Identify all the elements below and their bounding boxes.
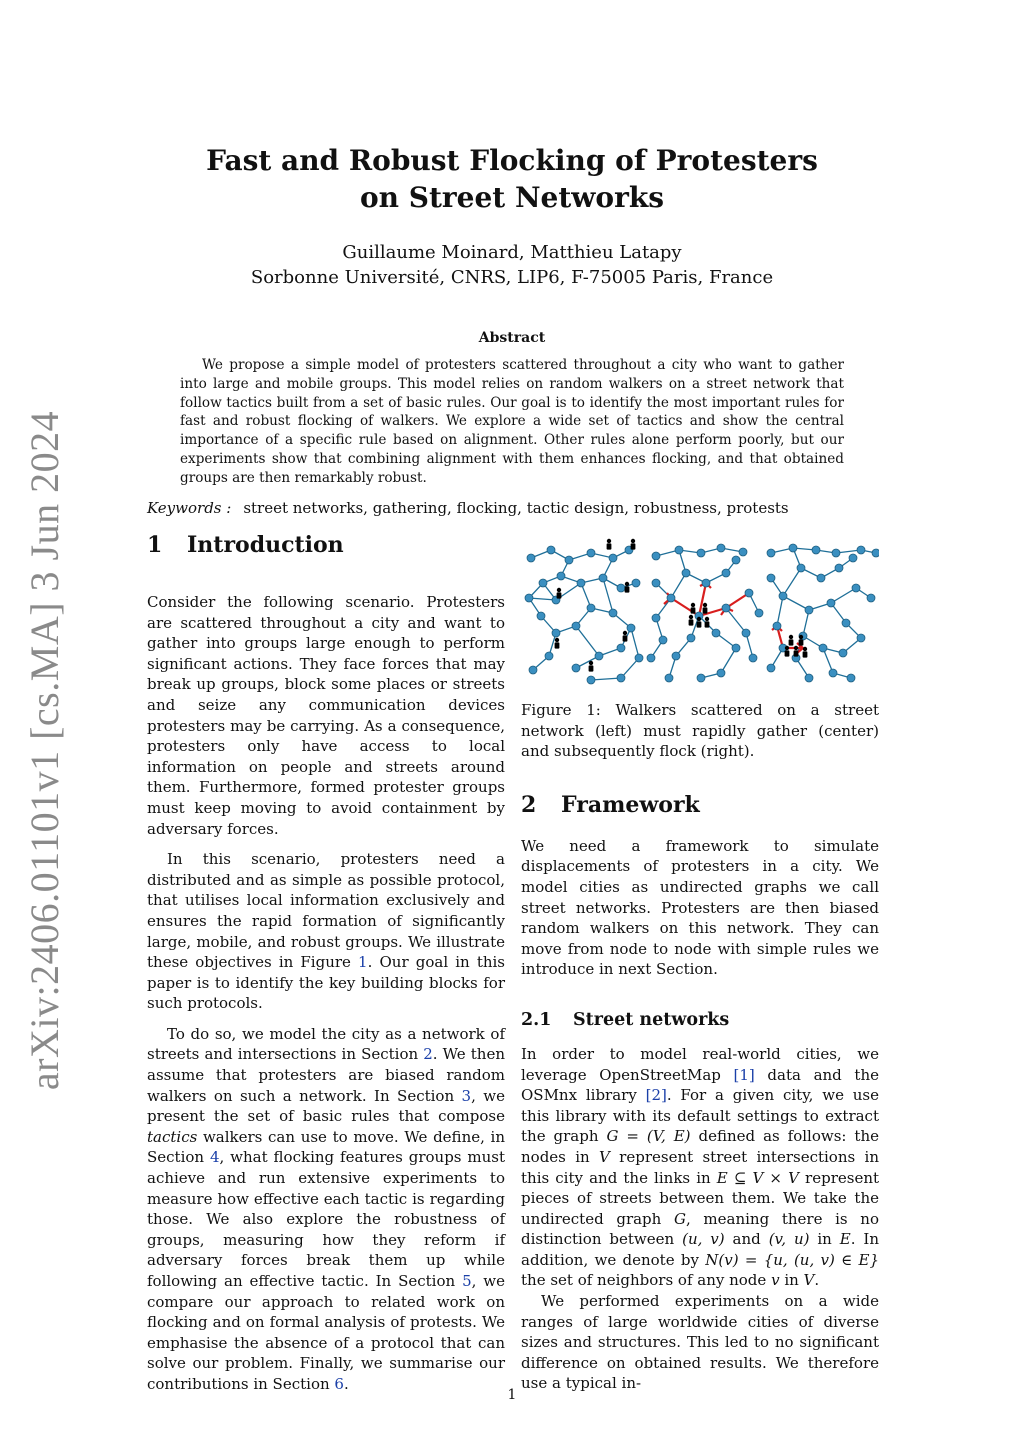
page-number: 1 xyxy=(507,1387,517,1403)
section-ref-link[interactable]: 6 xyxy=(334,1374,344,1393)
intro-paragraph-2: In this scenario, protesters need a distributed and as simple as possible protocol, that utilises local information exclusively and ensures the rapid formation of significantly large, mobile, and robust groups. We illustrate these objectives in Figure 1. Our goal in this paper is to identify the key building blocks for such protocols. xyxy=(147,850,505,1013)
affiliation: Sorbonne Université, CNRS, LIP6, F-75005 Paris, France xyxy=(250,267,774,288)
keywords-label: Keywords : xyxy=(147,499,232,517)
street-paragraph-2: We performed experiments on a wide ranges of large worldwide cities of diverse sizes and structures. This led to no significant difference on obtained results. We therefore use a typical in- xyxy=(521,1292,879,1393)
abstract-text: We propose a simple model of protesters scattered throughout a city who want to gather into large and mobile groups. This model relies on random walkers on a street network that follow tactics built from a set of basic rules. Our goal is to identify the most important rules for fast and robust flocking of walkers. We explore a wide set of tactics and show the central importance of a specific rule based on alignment. Other rules alone perform poorly, but our experiments show that combining alignment with them enhances flocking, and that obtained groups are then remarkably robust. xyxy=(180,357,844,486)
arxiv-stamp xyxy=(10,410,80,1090)
figure-caption: Figure 1: Walkers scattered on a street network (left) must rapidly gather (center) and subsequently flock (right). xyxy=(521,701,879,761)
subsection-heading-street-networks xyxy=(521,1008,879,1032)
section-ref-link[interactable]: 2 xyxy=(423,1045,433,1064)
subsection-title: Street networks xyxy=(573,1009,730,1030)
section-ref-link[interactable]: 3 xyxy=(461,1086,472,1105)
citation-link[interactable]: [2] xyxy=(645,1086,667,1105)
intro-paragraph-3: To do so, we model the city as a network of streets and intersections in Section 2. We then assume that protesters are biased random walkers on such a network. In Section 3, we present the set of basic rules that compose tactics walkers can use to move. We define, in Section 4, what flocking features groups must achieve and run extensive experiments to measure how effective each tactic is regarding those. We also explore the robustness of groups, measuring how they reform if adversary forces break them up while following an effective tactic. In Section 5, we compare our approach to related work on flocking and on formal analysis of protests. We emphasise the absence of a protocol that can solve our problem. Finally, we summarise our contributions in Section 6. xyxy=(147,1024,505,1393)
subsection-number: 2.1 xyxy=(521,1009,552,1030)
section-title: Introduction xyxy=(187,532,344,558)
figure-1-street-networks xyxy=(521,538,879,688)
section-number: 2 xyxy=(521,791,537,818)
right-column xyxy=(521,538,879,1404)
section-heading-introduction xyxy=(147,530,505,560)
framework-paragraph: We need a framework to simulate displacements of protesters in a city. We model cities as undirected graphs we call street networks. Protesters are then biased random walkers on this network. They can move from node to node with simple rules we introduce in next Section. xyxy=(521,836,879,979)
section-title: Framework xyxy=(561,791,700,818)
paper-title xyxy=(150,142,874,216)
section-ref-link[interactable]: 4 xyxy=(209,1148,220,1167)
abstract-heading: Abstract xyxy=(478,330,546,346)
street-paragraph-1: In order to model real-world cities, we leverage OpenStreetMap [1] data and the OSMnx library [2]. For a given city, we use this library with its default settings to extract the graph G = (V, E) defined as follows: the nodes in V represent street intersections in this city and the links in E ⊆ V × V represent pieces of streets between them. We take the undirected graph G, meaning there is no distinction between (u, v) and (v, u) in E. In addition, we denote by N(v) = {u, (u, v) ∈ E} the set of neighbors of any node v in V. xyxy=(521,1044,880,1290)
authors: Guillaume Moinard, Matthieu Latapy xyxy=(342,242,682,263)
title-line-1: Fast and Robust Flocking of Protesters xyxy=(206,144,818,177)
section-heading-framework xyxy=(521,790,879,820)
author-block xyxy=(150,240,874,290)
section-number: 1 xyxy=(147,532,163,558)
citation-link[interactable]: [1] xyxy=(733,1065,755,1084)
arxiv-stamp-text: arXiv:2406.01101v1 [cs.MA] 3 Jun 2024 xyxy=(22,410,68,1090)
intro-paragraph-1: Consider the following scenario. Protesters are scattered throughout a city and want to gather into groups large enough to perform significant actions. They face forces that may break up groups, block some places or streets and seize any communication devices protesters may be carrying. As a consequence, protesters only have access to local information on people and streets around them. Furthermore, formed protester groups must keep moving to avoid containment by adversary forces. xyxy=(147,593,505,838)
title-line-2: on Street Networks xyxy=(359,181,665,214)
left-column xyxy=(147,530,505,1405)
figure-ref-link[interactable]: 1 xyxy=(358,953,368,972)
network-right-nodes xyxy=(767,544,879,682)
network-right xyxy=(771,548,876,678)
network-left xyxy=(529,550,639,680)
keywords-text: street networks, gathering, flocking, tactic design, robustness, protests xyxy=(243,499,789,517)
keywords xyxy=(147,498,887,518)
section-ref-link[interactable]: 5 xyxy=(462,1272,472,1290)
